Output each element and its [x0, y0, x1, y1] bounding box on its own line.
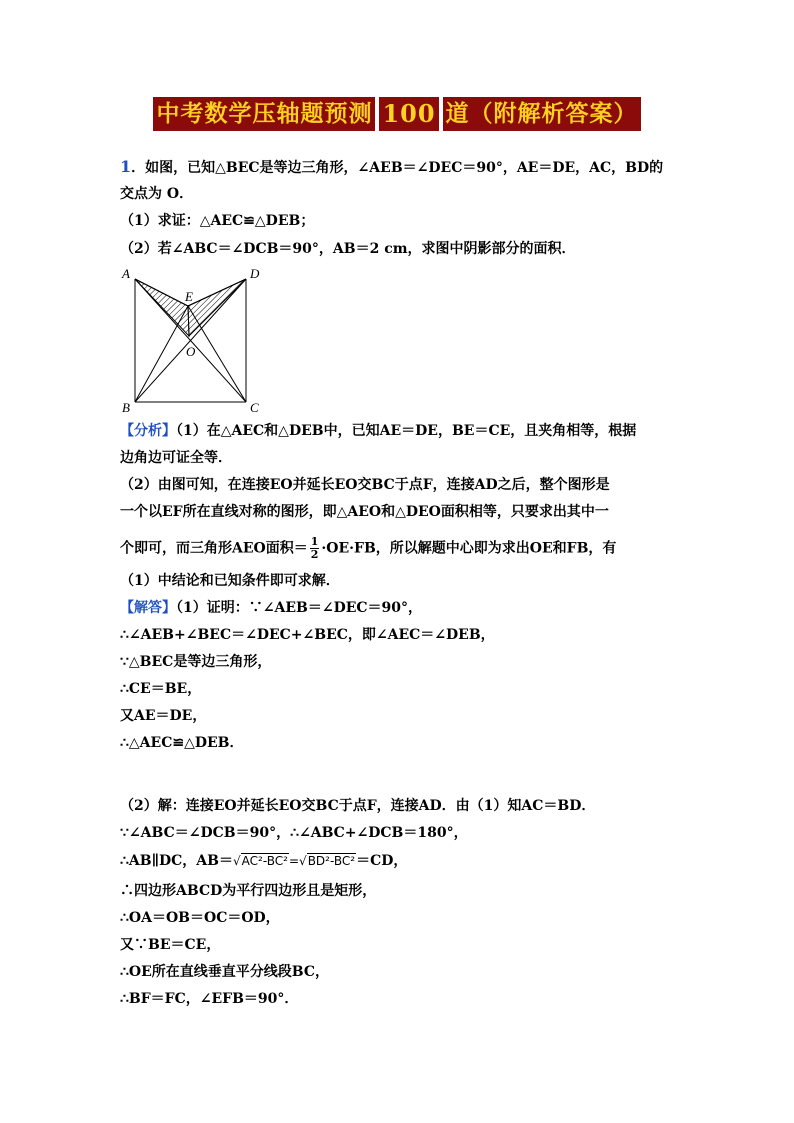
title-text-part2: 道（附解析答案） [443, 97, 641, 131]
solution-part2-line-4: ∴四边形ABCD为平行四边形且是矩形， [120, 883, 377, 899]
problem-question-2: （2）若∠ABC＝∠DCB＝90°，AB＝2 cm，求图中阴影部分的面积． [120, 241, 576, 257]
solution-line-5: 又AE＝DE， [120, 708, 207, 724]
solution-part2-line-3 [120, 852, 407, 870]
label-o: O [186, 344, 196, 359]
solution-part2-line-6: 又∵BE＝CE， [120, 937, 221, 953]
equals-sign: = [288, 854, 300, 868]
label-b: B [122, 400, 130, 415]
analysis-line-5 [120, 536, 616, 561]
fraction-numerator: 1 [310, 535, 319, 548]
title-text-part1: 中考数学压轴题预测 [153, 97, 375, 131]
segment-be [135, 306, 188, 402]
title-number: 100 [379, 97, 438, 131]
geometry-figure [118, 264, 268, 418]
solution-part2-line-2: ∵∠ABC＝∠DCB＝90°，∴∠ABC+∠DCB＝180°， [120, 825, 468, 841]
radicand-2: BD²-BC² [307, 854, 356, 868]
analysis-text-1: （1）在△AEC和△DEB中，已知AE＝DE，BE＝CE，且夹角相等，根据 [176, 423, 637, 439]
problem-line-2: 交点为 O． [120, 186, 194, 202]
solution-part2-text-3b: ＝CD， [356, 853, 408, 869]
solution-part2-line-7: ∴OE所在直线垂直平分线段BC， [120, 964, 330, 980]
analysis-line-1 [120, 422, 636, 440]
solution-part2-line-5: ∴OA＝OB＝OC＝OD， [120, 910, 280, 926]
analysis-line-3: （2）由图可知，在连接EO并延长EO交BC于点F，连接AD之后，整个图形是 [120, 477, 610, 493]
solution-part2-line-1: （2）解：连接EO并延长EO交BC于点F，连接AD．由（1）知AC＝BD． [120, 798, 596, 814]
shaded-region-right [188, 279, 246, 336]
solution-part2-text-3a: ∴AB∥DC，AB＝ [120, 853, 233, 869]
sqrt-expression-2: √BD²-BC² [299, 854, 356, 868]
page-title [144, 96, 650, 132]
analysis-line-2: 边角边可证全等． [120, 450, 232, 466]
problem-line-1 [120, 158, 663, 177]
analysis-tag: 【分析】 [120, 423, 176, 439]
solution-part2-line-8: ∴BF＝FC，∠EFB＝90°． [120, 991, 299, 1007]
solution-line-1 [120, 599, 422, 617]
segment-ce [188, 306, 246, 402]
label-c: C [250, 400, 259, 415]
analysis-line-4: 一个以EF所在直线对称的图形，即△AEO和△DEO面积相等，只要求出其中一 [120, 504, 609, 520]
solution-line-2: ∴∠AEB+∠BEC＝∠DEC+∠BEC，即∠AEC＝∠DEB， [120, 627, 495, 643]
problem-number: 1 [120, 157, 132, 176]
analysis-text-5b: ·OE·FB，所以解题中心即为求出OE和FB，有 [321, 540, 617, 557]
solution-tag: 【解答】 [120, 600, 176, 616]
solution-line-6: ∴△AEC≌△DEB． [120, 735, 244, 751]
analysis-line-6: （1）中结论和已知条件即可求解． [120, 573, 340, 589]
solution-line-3: ∵△BEC是等边三角形， [120, 654, 272, 670]
radicand-1: AC²-BC² [241, 854, 288, 868]
analysis-text-5a: 个即可，而三角形AEO面积＝ [120, 540, 308, 557]
fraction-one-half [310, 536, 320, 561]
solution-line-4: ∴CE＝BE， [120, 681, 202, 697]
problem-text-1: ．如图，已知△BEC是等边三角形，∠AEB＝∠DEC＝90°，AE＝DE，AC，BD的 [131, 160, 664, 176]
label-e: E [185, 289, 193, 304]
fraction-denominator: 2 [310, 548, 319, 561]
solution-text-1: （1）证明：∵∠AEB＝∠DEC＝90°， [176, 600, 423, 616]
label-a: A [122, 266, 130, 281]
label-d: D [250, 266, 260, 281]
sqrt-expression-1: √AC²-BC² [233, 854, 288, 868]
problem-question-1: （1）求证：△AEC≌△DEB； [120, 213, 315, 229]
